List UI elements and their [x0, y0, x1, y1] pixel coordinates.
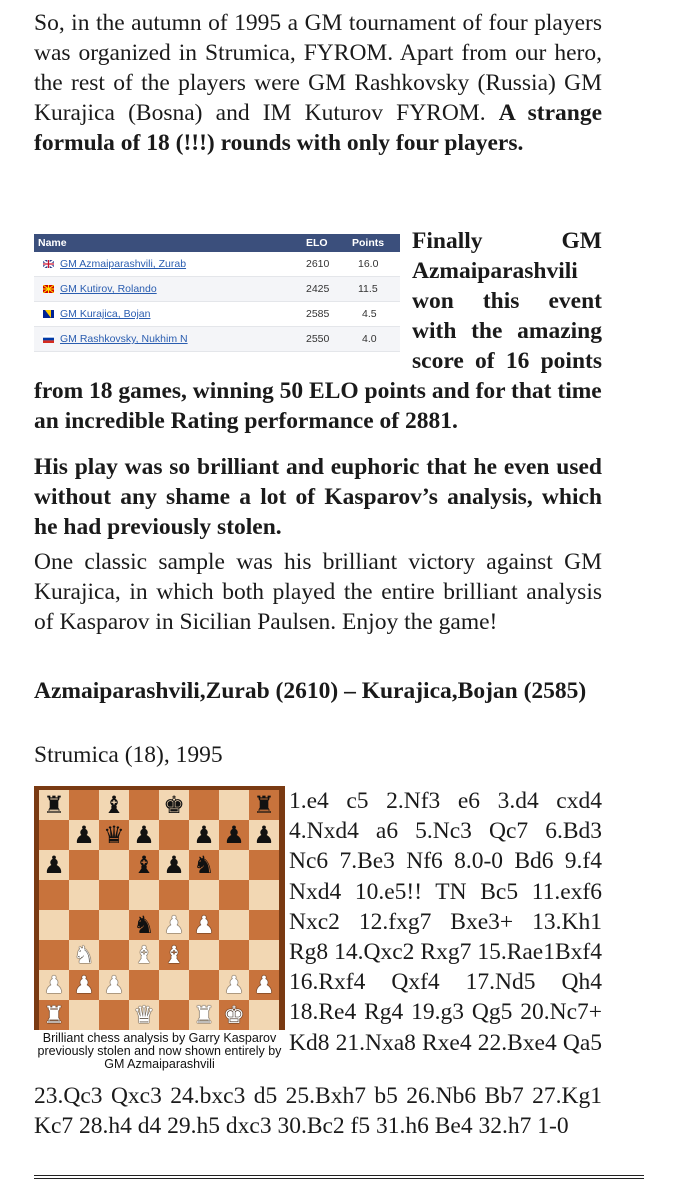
black-pawn-icon: ♟: [223, 821, 245, 849]
table-row: [34, 302, 400, 327]
intro-text: So, in the autumn of 1995 a GM tournament of four players was organized in Strumica, FYROM. Apart from our hero, the rest of the players were GM Rashkovsky (Russia) GM Kurajica (Bosna) and IM Kuturov FYROM.: [34, 10, 602, 126]
board-square: [39, 880, 69, 910]
board-square: [39, 1000, 69, 1030]
table-row: [34, 327, 400, 352]
black-pawn-icon: ♟: [73, 821, 95, 849]
white-pawn-icon: ♟: [193, 911, 215, 939]
white-pawn-icon: ♟: [103, 971, 125, 999]
black-rook-icon: ♜: [43, 791, 65, 819]
board-square: [99, 820, 129, 850]
board-square: [219, 820, 249, 850]
macedonia-flag-icon: [43, 285, 54, 293]
uk-flag-icon: [43, 260, 54, 268]
bottom-rule: [34, 1175, 644, 1179]
board-square: [69, 910, 99, 940]
board-square: [39, 910, 69, 940]
board-square: [219, 910, 249, 940]
white-bishop-icon: ♝: [163, 941, 185, 969]
white-king-icon: ♚: [223, 1001, 245, 1029]
board-square: [69, 880, 99, 910]
player-elo: 2585: [306, 308, 330, 320]
game-moves-side: 1.e4 c5 2.Nf3 e6 3.d4 cxd4 4.Nxd4 a6 5.Nc3 Qc7 6.Bd3 Nc6 7.Be3 Nf6 8.0-0 Bd6 9.f4 Nxd4 10.e5!! TN Bc5 11.exf6 Nxc2 12.fxg7 Bxe3+ 13.Kh1 Rg8 14.Qxc2 Rxg7 15.Rae1Bxf4 16.Rxf4 Qxf4 17.Nd5 Qh4 18.Re4 Rg4 19.g3 Qg5 20.Nc7+ Kd8 21.Nxa8 Rxe4 22.Bxe4 Qa5: [289, 788, 602, 1056]
white-pawn-icon: ♟: [43, 971, 65, 999]
board-square: [69, 820, 99, 850]
board-square: [219, 790, 249, 820]
board-square: [249, 1000, 279, 1030]
board-square: [189, 940, 219, 970]
board-square: [39, 940, 69, 970]
result-side-text: Finally GM Azmaiparashvili won this event with the amazing score of 16 points: [412, 228, 602, 374]
board-square: [249, 910, 279, 940]
board-square: [189, 850, 219, 880]
board-square: [219, 970, 249, 1000]
board-square: [189, 790, 219, 820]
board-square: [249, 850, 279, 880]
player-points: 4.0: [362, 333, 377, 345]
white-pawn-icon: ♟: [163, 911, 185, 939]
bosnia-flag-icon: [43, 310, 54, 318]
white-pawn-icon: ♟: [73, 971, 95, 999]
game-place: Strumica (18), 1995: [34, 742, 223, 768]
board-square: [159, 790, 189, 820]
black-pawn-icon: ♟: [43, 851, 65, 879]
game-moves-bottom: 23.Qc3 Qxc3 24.bxc3 d5 25.Bxh7 b5 26.Nb6 Bb7 27.Kg1 Kc7 28.h4 d4 29.h5 dxc3 30.Bc2 f5 31.h6 Be4 32.h7 1-0: [34, 1083, 602, 1140]
board-square: [69, 1000, 99, 1030]
black-knight-icon: ♞: [133, 911, 155, 939]
board-square: [129, 910, 159, 940]
board-square: [99, 910, 129, 940]
board-square: [189, 970, 219, 1000]
board-square: [249, 880, 279, 910]
board-square: [129, 790, 159, 820]
player-elo: 2610: [306, 258, 330, 270]
board-square: [249, 820, 279, 850]
sample-paragraph: One classic sample was his brilliant victory against GM Kurajica, in which both played the entire brilliant analysis of Kasparov in Sicilian Paulsen. Enjoy the game!: [34, 549, 602, 635]
white-bishop-icon: ♝: [133, 941, 155, 969]
board-square: [129, 1000, 159, 1030]
white-knight-icon: ♞: [73, 941, 95, 969]
header-points: Points: [352, 237, 385, 249]
board-caption: Brilliant chess analysis by Garry Kasparov previously stolen and now shown entirely by GM Azmaiparashvili: [34, 1032, 285, 1071]
board-square: [219, 1000, 249, 1030]
black-queen-icon: ♛: [103, 821, 125, 849]
board-square: [39, 850, 69, 880]
board-square: [99, 970, 129, 1000]
chess-board: [39, 790, 279, 1030]
black-king-icon: ♚: [163, 791, 185, 819]
board-square: [249, 970, 279, 1000]
board-square: [69, 850, 99, 880]
board-square: [189, 880, 219, 910]
intro-paragraph: [34, 8, 602, 190]
board-square: [159, 820, 189, 850]
board-square: [159, 910, 189, 940]
header-name: Name: [38, 237, 67, 249]
board-square: [69, 940, 99, 970]
board-square: [99, 880, 129, 910]
standings-table: [34, 234, 400, 352]
table-header: [34, 234, 400, 252]
board-square: [129, 820, 159, 850]
board-square: [99, 940, 129, 970]
white-rook-icon: ♜: [193, 1001, 215, 1029]
board-square: [249, 790, 279, 820]
board-square: [99, 850, 129, 880]
board-square: [219, 880, 249, 910]
board-square: [249, 940, 279, 970]
brilliant-paragraph: His play was so brilliant and euphoric that he even used without any shame a lot of Kasparov’s analysis, which he had previously stolen.: [34, 454, 602, 540]
black-bishop-icon: ♝: [103, 791, 125, 819]
white-queen-icon: ♛: [133, 1001, 155, 1029]
board-square: [129, 970, 159, 1000]
player-points: 11.5: [358, 283, 378, 295]
board-square: [99, 790, 129, 820]
black-pawn-icon: ♟: [193, 821, 215, 849]
board-square: [189, 910, 219, 940]
board-square: [39, 790, 69, 820]
intro-bold-text: A strange formula of 18 (!!!) rounds with only four players.: [34, 100, 602, 156]
board-square: [99, 1000, 129, 1030]
board-square: [159, 850, 189, 880]
board-square: [159, 970, 189, 1000]
board-square: [219, 940, 249, 970]
board-square: [159, 880, 189, 910]
russia-flag-icon: [43, 335, 54, 343]
player-name[interactable]: GM Kurajica, Bojan: [60, 308, 151, 320]
white-pawn-icon: ♟: [253, 971, 275, 999]
black-pawn-icon: ♟: [253, 821, 275, 849]
player-points: 4.5: [362, 308, 377, 320]
table-row: [34, 252, 400, 277]
player-name[interactable]: GM Azmaiparashvili, Zurab: [60, 258, 187, 270]
player-elo: 2425: [306, 283, 330, 295]
board-square: [219, 850, 249, 880]
board-square: [159, 1000, 189, 1030]
board-square: [129, 850, 159, 880]
black-pawn-icon: ♟: [163, 851, 185, 879]
white-pawn-icon: ♟: [223, 971, 245, 999]
board-square: [69, 970, 99, 1000]
player-name[interactable]: GM Rashkovsky, Nukhim N: [60, 333, 188, 345]
board-square: [129, 880, 159, 910]
board-square: [39, 970, 69, 1000]
board-square: [189, 1000, 219, 1030]
header-elo: ELO: [306, 237, 328, 249]
game-title: Azmaiparashvili,Zurab (2610) – Kurajica,Bojan (2585): [34, 678, 587, 704]
board-square: [189, 820, 219, 850]
chess-board-frame: [34, 786, 285, 1030]
black-rook-icon: ♜: [253, 791, 275, 819]
result-continuation-text: from 18 games, winning 50 ELO points and for that time an incredible Rating performance of 2881.: [34, 378, 602, 434]
player-name[interactable]: GM Kutirov, Rolando: [60, 283, 157, 295]
board-square: [39, 820, 69, 850]
player-points: 16.0: [358, 258, 379, 270]
table-row: [34, 277, 400, 302]
board-square: [69, 790, 99, 820]
player-elo: 2550: [306, 333, 330, 345]
board-square: [159, 940, 189, 970]
black-pawn-icon: ♟: [133, 821, 155, 849]
board-square: [129, 940, 159, 970]
black-bishop-icon: ♝: [133, 851, 155, 879]
white-rook-icon: ♜: [43, 1001, 65, 1029]
black-knight-icon: ♞: [193, 851, 215, 879]
